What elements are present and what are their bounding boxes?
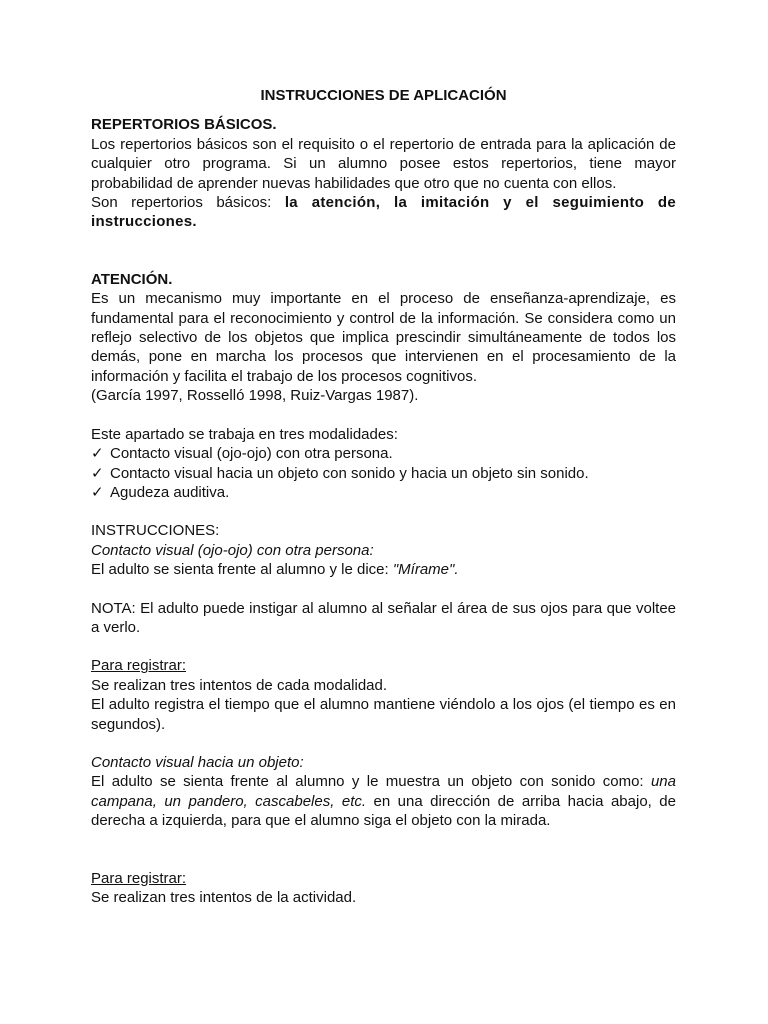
registrar-label: Para registrar: (91, 657, 187, 675)
checkmark-icon: ✓ (91, 483, 104, 501)
repertorios-heading: REPERTORIOS BÁSICOS. (91, 116, 277, 134)
modalidades-intro: Este apartado se trabaja en tres modalidades: (91, 425, 398, 443)
sub2-italic: una campana, un pandero, cascabeles, etc. (91, 773, 676, 810)
sub1-text (91, 560, 676, 579)
checkmark-icon: ✓ (91, 445, 104, 463)
registrar-line: El adulto registra el tiempo que el alumno mantiene viéndolo a los ojos (el tiempo es en segundos). (91, 696, 676, 733)
sub2-paragraph (91, 772, 676, 830)
registrar-label: Para registrar: (91, 869, 187, 887)
repertorios-list-paragraph (91, 193, 676, 232)
list-item (91, 464, 676, 483)
sub1-heading: Contacto visual (ojo-ojo) con otra persona: (91, 541, 374, 559)
sub2-heading: Contacto visual hacia un objeto: (91, 753, 304, 771)
modalidad-label: Agudeza auditiva. (110, 483, 230, 501)
document-page (91, 86, 676, 907)
atencion-citation: (García 1997, Rosselló 1998, Ruiz-Vargas 1987). (91, 387, 419, 405)
list-item (91, 444, 676, 463)
modalidades-list (91, 444, 676, 502)
nota-paragraph: NOTA: El adulto puede instigar al alumno al señalar el área de sus ojos para que voltee a verlo. (91, 599, 676, 636)
repertorios-paragraph: Los repertorios básicos son el requisito o el repertorio de entrada para la aplicación de cualquier otro programa. Si un alumno posee estos repertorios, tiene mayor probabilidad de aprender nuevas habilidades que otro que no cuenta con ellos. (91, 135, 676, 192)
repertorios-list-lead: Son repertorios básicos: (91, 194, 285, 212)
instrucciones-heading: INSTRUCCIONES: (91, 522, 220, 540)
registrar-line: Se realizan tres intentos de la actividad. (91, 889, 357, 906)
modalidad-label: Contacto visual (ojo-ojo) con otra persona. (110, 445, 393, 463)
list-item (91, 483, 676, 502)
sub2-tail: en una dirección de arriba hacia abajo, de derecha a izquierda, para que el alumno siga el objeto con la mirada. (91, 792, 676, 830)
document-title: INSTRUCCIONES DE APLICACIÓN (260, 87, 507, 104)
sub1-lead: El adulto se sienta frente al alumno y le dice: (91, 561, 393, 579)
modalidad-label: Contacto visual hacia un objeto con sonido y hacia un objeto sin sonido. (110, 464, 589, 482)
registrar-line: Se realizan tres intentos de cada modalidad. (91, 676, 388, 694)
sub1-quote: "Mírame". (392, 561, 459, 579)
repertorios-list-bold: la atención, la imitación y el seguimiento de instrucciones. (91, 194, 676, 231)
sub2-lead: El adulto se sienta frente al alumno y le muestra un objeto con sonido como: (91, 773, 651, 791)
checkmark-icon: ✓ (91, 464, 104, 482)
atencion-paragraph: Es un mecanismo muy importante en el proceso de enseñanza-aprendizaje, es fundamental para el reconocimiento y control de la información. Se considera como un reflejo selectivo de los objetos que implica prescindir simultáneamente de todos los demás, pone en marcha los procesos que intervienen en el procesamiento de la información y facilita el trabajo de los procesos cognitivos. (91, 290, 676, 385)
atencion-heading: ATENCIÓN. (91, 270, 173, 288)
